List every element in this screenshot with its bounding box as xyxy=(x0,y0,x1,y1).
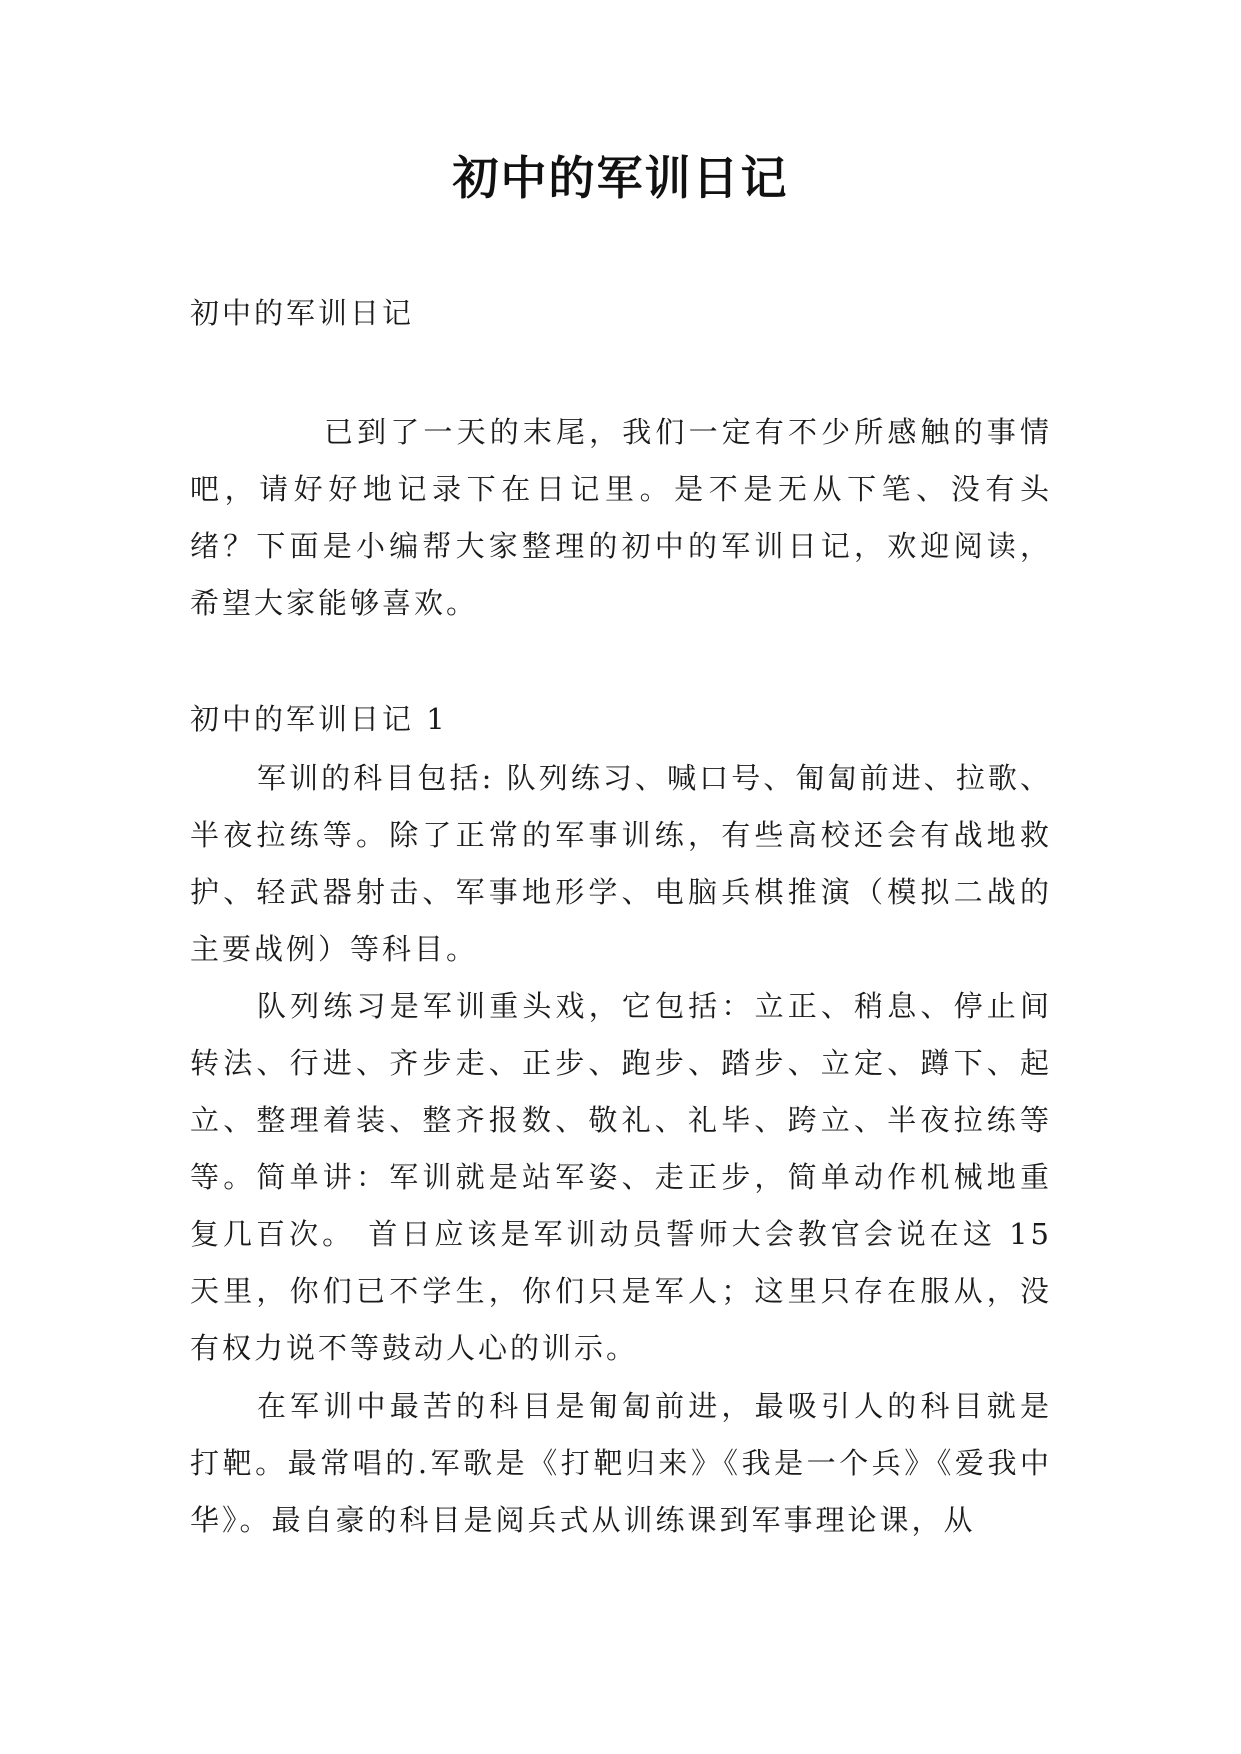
document-title: 初中的军训日记 xyxy=(452,151,789,205)
body-paragraph-3: 在军训中最苦的科目是匍匐前进，最吸引人的科目就是打靶。最常唱的.军歌是《打靶归来》《我是一个兵》《爱我中华》。最自豪的科目是阅兵式从训练课到军事理论课，从 xyxy=(190,1389,1052,1537)
body-paragraph-1: 军训的科目包括: 队列练习、喊口号、匍匐前进、拉歌、半夜拉练等。除了正常的军事训练，有些高校还会有战地救护、轻武器射击、军事地形学、电脑兵棋推演（模拟二战的主要战例）等科目。 xyxy=(190,761,1052,966)
document-subtitle: 初中的军训日记 xyxy=(190,296,415,330)
body-paragraph-2: 队列练习是军训重头戏，它包括：立正、稍息、停止间转法、行进、齐步走、正步、跑步、踏步、立定、蹲下、起立、整理着装、整齐报数、敬礼、礼毕、跨立、半夜拉练等等。简单讲：军训就是站军姿、走正步，简单动作机械地重复几百次。 首日应该是军训动员誓师大会教官会说在这 15 天里，你们已不学生，你们只是军人；这里只存在服从，没有权力说不等鼓动人心的训示。 xyxy=(190,989,1052,1365)
section-heading: 初中的军训日记 1 xyxy=(190,702,448,736)
intro-paragraph: 已到了一天的末尾，我们一定有不少所感触的事情吧，请好好地记录下在日记里。是不是无从下笔、没有头绪？下面是小编帮大家整理的初中的军训日记，欢迎阅读，希望大家能够喜欢。 xyxy=(190,415,1052,620)
